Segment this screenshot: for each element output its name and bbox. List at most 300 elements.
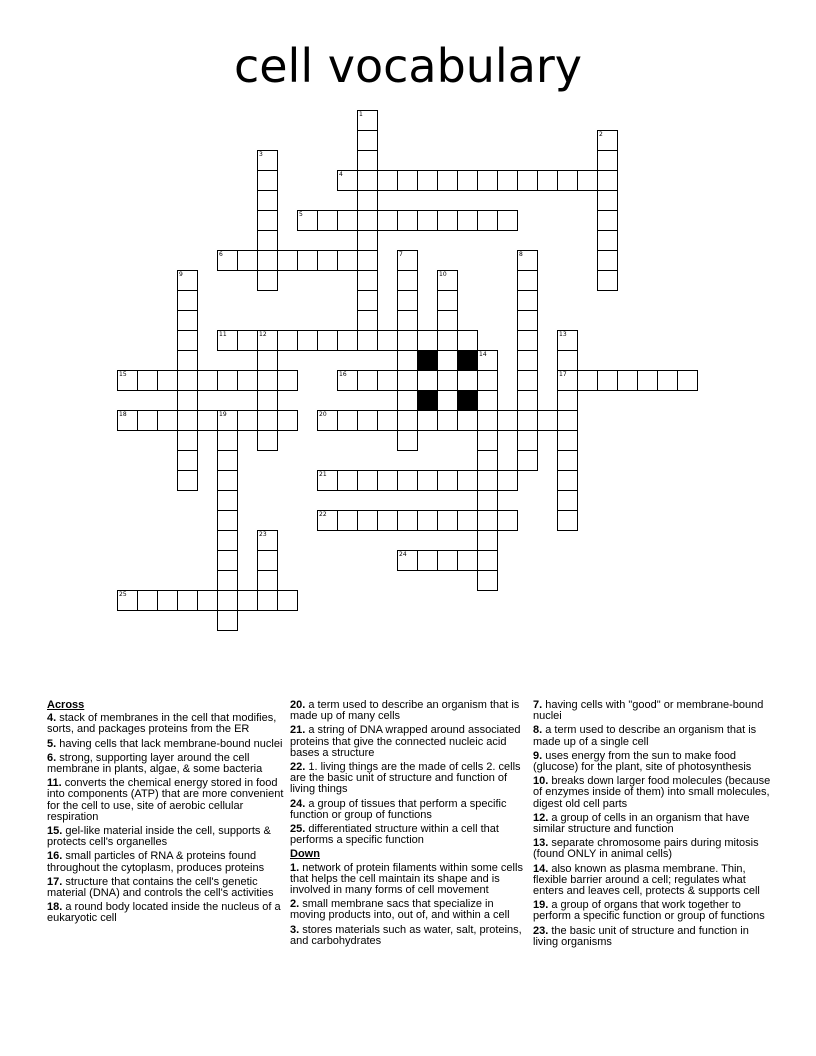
grid-cell[interactable] — [397, 470, 418, 491]
clue-column-3 — [533, 700, 773, 951]
grid-cell[interactable] — [637, 370, 658, 391]
grid-cell[interactable] — [337, 410, 358, 431]
grid-cell[interactable] — [217, 410, 238, 431]
grid-cell[interactable] — [377, 410, 398, 431]
across-clue — [47, 713, 287, 735]
grid-cell[interactable] — [277, 250, 298, 271]
grid-cell[interactable] — [217, 250, 238, 271]
grid-cell[interactable] — [517, 350, 538, 371]
clue-number-label: 15. — [47, 825, 66, 838]
grid-cell[interactable] — [557, 410, 578, 431]
grid-cell[interactable] — [557, 390, 578, 411]
grid-cell[interactable] — [217, 370, 238, 391]
grid-cell[interactable] — [677, 370, 698, 391]
clue-number-label: 19. — [533, 899, 552, 912]
across-clue — [47, 902, 287, 924]
grid-cell[interactable] — [497, 410, 518, 431]
clue-number-label: 12. — [533, 811, 552, 824]
across-clue — [47, 877, 287, 899]
clue-text: the basic unit of structure and function in living organisms — [533, 924, 749, 948]
grid-cell[interactable] — [257, 170, 278, 191]
grid-cell[interactable] — [257, 430, 278, 451]
grid-cell[interactable] — [217, 470, 238, 491]
grid-cell[interactable] — [217, 530, 238, 551]
clue-text: small membrane sacs that specialize in moving products into, out of, and within a cell — [290, 898, 510, 922]
clue-text: a group of tissues that perform a specific function or group of functions — [290, 797, 507, 821]
grid-cell[interactable] — [217, 330, 238, 351]
grid-cell[interactable] — [557, 350, 578, 371]
grid-cell[interactable] — [257, 350, 278, 371]
across-clue — [290, 725, 530, 759]
grid-cell[interactable] — [257, 190, 278, 211]
clue-number: 22 — [319, 511, 327, 518]
grid-cell[interactable] — [537, 410, 558, 431]
grid-cell[interactable] — [457, 170, 478, 191]
black-square — [417, 390, 438, 411]
grid-cell[interactable] — [357, 410, 378, 431]
clue-number-label: 10. — [533, 775, 552, 788]
grid-cell[interactable] — [177, 370, 198, 391]
clue-column-2 — [290, 700, 530, 950]
grid-cell[interactable] — [597, 370, 618, 391]
grid-cell[interactable] — [337, 370, 358, 391]
grid-cell[interactable] — [497, 470, 518, 491]
clue-text: having cells that lack membrane-bound nuclei — [59, 737, 283, 750]
grid-cell[interactable] — [357, 170, 378, 191]
grid-cell[interactable] — [257, 390, 278, 411]
clue-text: network of protein filaments within some cells that helps the cell maintain its shape and is involved in many forms of cell movement — [290, 861, 523, 897]
grid-cell[interactable] — [257, 530, 278, 551]
grid-cell[interactable] — [557, 470, 578, 491]
grid-cell[interactable] — [477, 550, 498, 571]
grid-cell[interactable] — [217, 430, 238, 451]
grid-cell[interactable] — [597, 150, 618, 171]
grid-cell[interactable] — [397, 430, 418, 451]
clue-number: 21 — [319, 471, 327, 478]
black-square — [417, 350, 438, 371]
grid-cell[interactable] — [357, 510, 378, 531]
grid-cell[interactable] — [397, 350, 418, 371]
clue-number-label: 17. — [47, 875, 66, 888]
grid-cell[interactable] — [517, 370, 538, 391]
grid-cell[interactable] — [517, 330, 538, 351]
grid-cell[interactable] — [437, 370, 458, 391]
clue-number: 2 — [599, 131, 603, 138]
grid-cell[interactable] — [377, 370, 398, 391]
grid-cell[interactable] — [177, 270, 198, 291]
across-clue — [47, 753, 287, 775]
down-clue — [533, 725, 773, 747]
clue-text: structure that contains the cell's genetic material (DNA) and controls the cell's activities — [47, 875, 274, 900]
grid-cell[interactable] — [217, 590, 238, 611]
grid-cell[interactable] — [217, 610, 238, 631]
clue-number: 19 — [219, 411, 227, 418]
grid-cell[interactable] — [317, 410, 338, 431]
grid-cell[interactable] — [397, 210, 418, 231]
clue-number: 12 — [259, 331, 267, 338]
grid-cell[interactable] — [177, 410, 198, 431]
grid-cell[interactable] — [497, 210, 518, 231]
grid-cell[interactable] — [357, 330, 378, 351]
clue-number: 7 — [399, 251, 403, 258]
clue-number-label: 14. — [533, 862, 552, 875]
down-clue — [533, 864, 773, 898]
grid-cell[interactable] — [117, 370, 138, 391]
grid-cell[interactable] — [237, 590, 258, 611]
clue-number-label: 21. — [290, 724, 309, 737]
grid-cell[interactable] — [177, 590, 198, 611]
grid-cell[interactable] — [117, 410, 138, 431]
clue-text: gel-like material inside the cell, supports & protects cell's organelles — [47, 825, 271, 849]
clue-number: 17 — [559, 371, 567, 378]
grid-cell[interactable] — [597, 230, 618, 251]
grid-cell[interactable] — [557, 330, 578, 351]
grid-cell[interactable] — [257, 570, 278, 591]
down-clue — [533, 813, 773, 835]
grid-cell[interactable] — [357, 210, 378, 231]
grid-cell[interactable] — [517, 250, 538, 271]
clue-number-label: 8. — [533, 724, 546, 737]
clue-text: a term used to describe an organism that is made up of a single cell — [533, 724, 757, 748]
down-clue — [533, 900, 773, 922]
grid-cell[interactable] — [397, 170, 418, 191]
clue-text: small particles of RNA & proteins found throughout the cytoplasm, produces proteins — [47, 850, 265, 874]
grid-cell[interactable] — [177, 470, 198, 491]
grid-cell[interactable] — [397, 390, 418, 411]
grid-cell[interactable] — [477, 170, 498, 191]
grid-cell[interactable] — [437, 350, 458, 371]
clue-number-label: 23. — [533, 924, 552, 937]
grid-cell[interactable] — [337, 510, 358, 531]
grid-cell[interactable] — [577, 370, 598, 391]
grid-cell[interactable] — [417, 170, 438, 191]
clue-number: 6 — [219, 251, 223, 258]
grid-cell[interactable] — [177, 330, 198, 351]
across-clue — [47, 739, 287, 750]
clue-text: a term used to describe an organism that is made up of many cells — [290, 699, 520, 723]
grid-cell[interactable] — [257, 330, 278, 351]
puzzle-title: cell vocabulary — [233, 39, 583, 93]
clue-number: 3 — [259, 151, 263, 158]
grid-cell[interactable] — [337, 170, 358, 191]
clue-text: differentiated structure within a cell that performs a specific function — [290, 823, 499, 847]
grid-cell[interactable] — [477, 350, 498, 371]
grid-cell[interactable] — [197, 410, 218, 431]
grid-cell[interactable] — [597, 170, 618, 191]
grid-cell[interactable] — [477, 570, 498, 591]
clue-number-label: 7. — [533, 699, 546, 711]
grid-cell[interactable] — [357, 310, 378, 331]
clue-text: a group of cells in an organism that have similar structure and function — [533, 811, 750, 836]
clue-text: stores materials such as water, salt, proteins, and carbohydrates — [290, 923, 522, 947]
grid-cell[interactable] — [357, 270, 378, 291]
grid-cell[interactable] — [337, 250, 358, 271]
grid-cell[interactable] — [397, 330, 418, 351]
grid-cell[interactable] — [617, 370, 638, 391]
grid-cell[interactable] — [277, 410, 298, 431]
grid-cell[interactable] — [557, 370, 578, 391]
grid-cell[interactable] — [517, 170, 538, 191]
grid-cell[interactable] — [417, 330, 438, 351]
clue-text: strong, supporting layer around the cell membrane in plants, algae, & some bacteria — [47, 751, 263, 776]
grid-cell[interactable] — [437, 470, 458, 491]
grid-cell[interactable] — [257, 230, 278, 251]
clue-number-label: 18. — [47, 901, 66, 914]
grid-cell[interactable] — [137, 370, 158, 391]
grid-cell[interactable] — [217, 510, 238, 531]
grid-cell[interactable] — [417, 510, 438, 531]
grid-cell[interactable] — [457, 510, 478, 531]
grid-cell[interactable] — [277, 590, 298, 611]
grid-cell[interactable] — [217, 490, 238, 511]
grid-cell[interactable] — [397, 270, 418, 291]
grid-cell[interactable] — [377, 210, 398, 231]
black-square — [457, 350, 478, 371]
clue-text: separate chromosome pairs during mitosis (found ONLY in animal cells) — [533, 837, 759, 861]
grid-cell[interactable] — [517, 290, 538, 311]
grid-cell[interactable] — [557, 490, 578, 511]
grid-cell[interactable] — [437, 270, 458, 291]
across-clue — [290, 700, 530, 722]
grid-cell[interactable] — [437, 510, 458, 531]
clue-number: 13 — [559, 331, 567, 338]
across-clue — [290, 799, 530, 821]
grid-cell[interactable] — [477, 530, 498, 551]
clue-number: 24 — [399, 551, 407, 558]
grid-cell[interactable] — [597, 130, 618, 151]
grid-cell[interactable] — [477, 390, 498, 411]
grid-cell[interactable] — [257, 250, 278, 271]
grid-cell[interactable] — [397, 250, 418, 271]
grid-cell[interactable] — [237, 330, 258, 351]
grid-cell[interactable] — [477, 410, 498, 431]
grid-cell[interactable] — [517, 390, 538, 411]
grid-cell[interactable] — [137, 410, 158, 431]
clue-number-label: 13. — [533, 837, 552, 850]
grid-cell[interactable] — [357, 190, 378, 211]
grid-cell[interactable] — [557, 510, 578, 531]
across-clue — [290, 762, 530, 796]
down-clue — [290, 863, 530, 897]
grid-cell[interactable] — [437, 290, 458, 311]
grid-cell[interactable] — [437, 170, 458, 191]
grid-cell[interactable] — [117, 590, 138, 611]
clue-number-label: 5. — [47, 737, 60, 750]
grid-cell[interactable] — [177, 390, 198, 411]
grid-cell[interactable] — [397, 510, 418, 531]
grid-cell[interactable] — [217, 450, 238, 471]
grid-cell[interactable] — [417, 550, 438, 571]
grid-cell[interactable] — [257, 370, 278, 391]
grid-cell[interactable] — [217, 570, 238, 591]
grid-cell[interactable] — [497, 170, 518, 191]
grid-cell[interactable] — [437, 210, 458, 231]
grid-cell[interactable] — [417, 210, 438, 231]
grid-cell[interactable] — [257, 590, 278, 611]
clue-text: breaks down larger food molecules (because of enzymes inside of them) into small molecules, digest old cell parts — [533, 775, 771, 810]
grid-cell[interactable] — [397, 290, 418, 311]
down-clue — [533, 838, 773, 860]
grid-cell[interactable] — [357, 470, 378, 491]
grid-cell[interactable] — [317, 470, 338, 491]
clue-text: a round body located inside the nucleus of a eukaryotic cell — [47, 901, 281, 925]
clue-number-label: 24. — [290, 797, 309, 810]
clue-number-label: 6. — [47, 751, 60, 764]
grid-cell[interactable] — [557, 170, 578, 191]
grid-cell[interactable] — [377, 170, 398, 191]
grid-cell[interactable] — [197, 370, 218, 391]
grid-cell[interactable] — [237, 370, 258, 391]
grid-cell[interactable] — [397, 310, 418, 331]
clue-number-label: 11. — [47, 777, 65, 790]
grid-cell[interactable] — [517, 430, 538, 451]
grid-cell[interactable] — [357, 230, 378, 251]
grid-cell[interactable] — [597, 270, 618, 291]
grid-cell[interactable] — [377, 510, 398, 531]
grid-cell[interactable] — [397, 370, 418, 391]
grid-cell[interactable] — [177, 290, 198, 311]
grid-cell[interactable] — [237, 250, 258, 271]
grid-cell[interactable] — [157, 590, 178, 611]
grid-cell[interactable] — [317, 330, 338, 351]
grid-cell[interactable] — [257, 210, 278, 231]
grid-cell[interactable] — [397, 550, 418, 571]
grid-cell[interactable] — [477, 490, 498, 511]
clue-number: 23 — [259, 531, 267, 538]
down-clue — [533, 700, 773, 722]
grid-cell[interactable] — [337, 330, 358, 351]
grid-cell[interactable] — [557, 430, 578, 451]
grid-cell[interactable] — [157, 370, 178, 391]
grid-cell[interactable] — [517, 410, 538, 431]
grid-cell[interactable] — [257, 550, 278, 571]
clue-number-label: 25. — [290, 823, 309, 836]
grid-cell[interactable] — [257, 270, 278, 291]
grid-cell[interactable] — [457, 410, 478, 431]
grid-cell[interactable] — [177, 430, 198, 451]
grid-cell[interactable] — [297, 250, 318, 271]
grid-cell[interactable] — [517, 310, 538, 331]
clue-number-label: 1. — [290, 861, 303, 874]
grid-cell[interactable] — [457, 370, 478, 391]
grid-cell[interactable] — [517, 450, 538, 471]
clue-number: 20 — [319, 411, 327, 418]
grid-cell[interactable] — [457, 210, 478, 231]
grid-cell[interactable] — [357, 110, 378, 131]
clue-number: 10 — [439, 271, 447, 278]
grid-cell[interactable] — [517, 270, 538, 291]
grid-cell[interactable] — [357, 150, 378, 171]
grid-cell[interactable] — [157, 410, 178, 431]
grid-cell[interactable] — [177, 350, 198, 371]
grid-cell[interactable] — [317, 210, 338, 231]
clue-number: 8 — [519, 251, 523, 258]
grid-cell[interactable] — [197, 590, 218, 611]
grid-cell[interactable] — [457, 470, 478, 491]
grid-cell[interactable] — [597, 190, 618, 211]
grid-cell[interactable] — [537, 170, 558, 191]
grid-cell[interactable] — [177, 450, 198, 471]
grid-cell[interactable] — [457, 550, 478, 571]
clue-column-1 — [47, 700, 287, 928]
grid-cell[interactable] — [437, 410, 458, 431]
across-clue — [47, 778, 287, 823]
clue-number: 5 — [299, 211, 303, 218]
clue-number-label: 9. — [533, 749, 546, 762]
grid-cell[interactable] — [317, 250, 338, 271]
clue-text: uses energy from the sun to make food (glucose) for the plant, site of photosynthesis — [533, 749, 752, 774]
grid-cell[interactable] — [577, 170, 598, 191]
grid-cell[interactable] — [597, 210, 618, 231]
clue-number: 18 — [119, 411, 127, 418]
clue-text: stack of membranes in the cell that modifies, sorts, and packages proteins from the ER — [47, 712, 277, 736]
clue-text: converts the chemical energy stored in food into components (ATP) that are more convenient for the cell to use, site of aerobic cellular respiration — [47, 777, 284, 823]
black-square — [457, 390, 478, 411]
grid-cell[interactable] — [477, 430, 498, 451]
grid-cell[interactable] — [257, 410, 278, 431]
clue-number-label: 3. — [290, 923, 303, 936]
clue-number: 15 — [119, 371, 127, 378]
grid-cell[interactable] — [477, 510, 498, 531]
grid-cell[interactable] — [557, 450, 578, 471]
grid-cell[interactable] — [317, 510, 338, 531]
grid-cell[interactable] — [657, 370, 678, 391]
clue-number-label: 2. — [290, 898, 303, 911]
grid-cell[interactable] — [337, 210, 358, 231]
grid-cell[interactable] — [457, 330, 478, 351]
clue-number: 1 — [359, 111, 363, 118]
grid-cell[interactable] — [477, 370, 498, 391]
grid-cell[interactable] — [357, 250, 378, 271]
grid-cell[interactable] — [437, 330, 458, 351]
clue-number-label: 22. — [290, 761, 309, 774]
clue-text: a string of DNA wrapped around associated proteins that give the connected nucleic acid bases a structure — [290, 724, 521, 759]
grid-cell[interactable] — [477, 210, 498, 231]
clue-number: 11 — [219, 331, 227, 338]
grid-cell[interactable] — [357, 290, 378, 311]
grid-cell[interactable] — [597, 250, 618, 271]
grid-cell[interactable] — [217, 550, 238, 571]
grid-cell[interactable] — [417, 470, 438, 491]
grid-cell[interactable] — [497, 510, 518, 531]
grid-cell[interactable] — [357, 130, 378, 151]
grid-cell[interactable] — [357, 370, 378, 391]
grid-cell[interactable] — [417, 370, 438, 391]
down-clue — [290, 925, 530, 947]
grid-cell[interactable] — [397, 410, 418, 431]
grid-cell[interactable] — [437, 390, 458, 411]
grid-cell[interactable] — [377, 330, 398, 351]
grid-cell[interactable] — [377, 470, 398, 491]
across-clue — [47, 851, 287, 873]
grid-cell[interactable] — [297, 210, 318, 231]
grid-cell[interactable] — [477, 470, 498, 491]
grid-cell[interactable] — [277, 330, 298, 351]
grid-cell[interactable] — [177, 310, 198, 331]
grid-cell[interactable] — [297, 330, 318, 351]
clue-number: 9 — [179, 271, 183, 278]
grid-cell[interactable] — [337, 470, 358, 491]
grid-cell[interactable] — [137, 590, 158, 611]
grid-cell[interactable] — [277, 370, 298, 391]
grid-cell[interactable] — [257, 150, 278, 171]
grid-cell[interactable] — [437, 550, 458, 571]
grid-cell[interactable] — [477, 450, 498, 471]
clue-number-label: 4. — [47, 712, 60, 725]
grid-cell[interactable] — [437, 310, 458, 331]
grid-cell[interactable] — [237, 410, 258, 431]
grid-cell[interactable] — [417, 410, 438, 431]
